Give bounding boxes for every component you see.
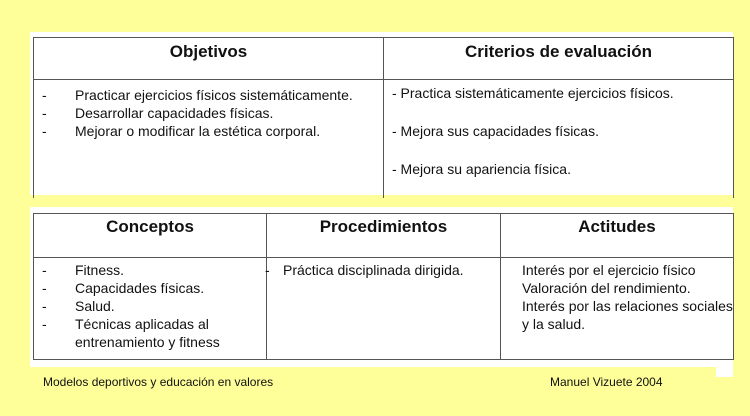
list-item: - Fitness. — [42, 262, 125, 278]
header-actitudes: Actitudes — [501, 214, 734, 258]
header-criterios: Criterios de evaluación — [384, 38, 734, 80]
actitudes-list — [501, 258, 733, 333]
conceptos-list — [34, 261, 266, 351]
list-item: Interés por las relaciones sociales y la salud. — [522, 298, 733, 332]
list-item: - Capacidades físicas. — [42, 280, 205, 296]
list-item: Interés por el ejercicio físico — [522, 262, 696, 278]
list-item: - Practicar ejercicios físicos sistemáticamente. — [42, 87, 353, 103]
list-item: - Mejorar o modificar la estética corporal. — [42, 123, 321, 139]
objetivos-cell — [34, 80, 384, 199]
list-item: - Desarrollar capacidades físicas. — [42, 105, 274, 121]
list-item: - Practica sistemáticamente ejercicios físicos. — [392, 85, 674, 101]
header-objetivos: Objetivos — [34, 38, 384, 80]
objectives-table — [33, 37, 734, 198]
list-item: - Salud. — [42, 298, 115, 314]
actitudes-cell — [501, 258, 734, 360]
procedimientos-list: - Práctica disciplinada dirigida. — [267, 258, 500, 279]
contents-table — [33, 213, 734, 360]
panel-corner — [716, 367, 733, 377]
procedimientos-cell — [267, 258, 501, 360]
list-item: Valoración del rendimiento. — [522, 280, 691, 296]
conceptos-cell — [34, 258, 267, 360]
footer-author: Manuel Vizuete 2004 — [550, 375, 663, 389]
footer-title: Modelos deportivos y educación en valores — [43, 375, 274, 389]
list-item: Práctica disciplinada dirigida. — [283, 262, 464, 278]
list-item: - Mejora sus capacidades físicas. — [392, 123, 599, 139]
list-item: - Técnicas aplicadas al entrenamiento y fitness — [42, 316, 220, 350]
criterios-list — [384, 80, 733, 178]
list-item: - Mejora su apariencia física. — [392, 161, 571, 177]
criterios-cell — [384, 80, 734, 199]
header-conceptos: Conceptos — [34, 214, 267, 258]
header-procedimientos: Procedimientos — [267, 214, 501, 258]
objetivos-list — [34, 86, 383, 140]
